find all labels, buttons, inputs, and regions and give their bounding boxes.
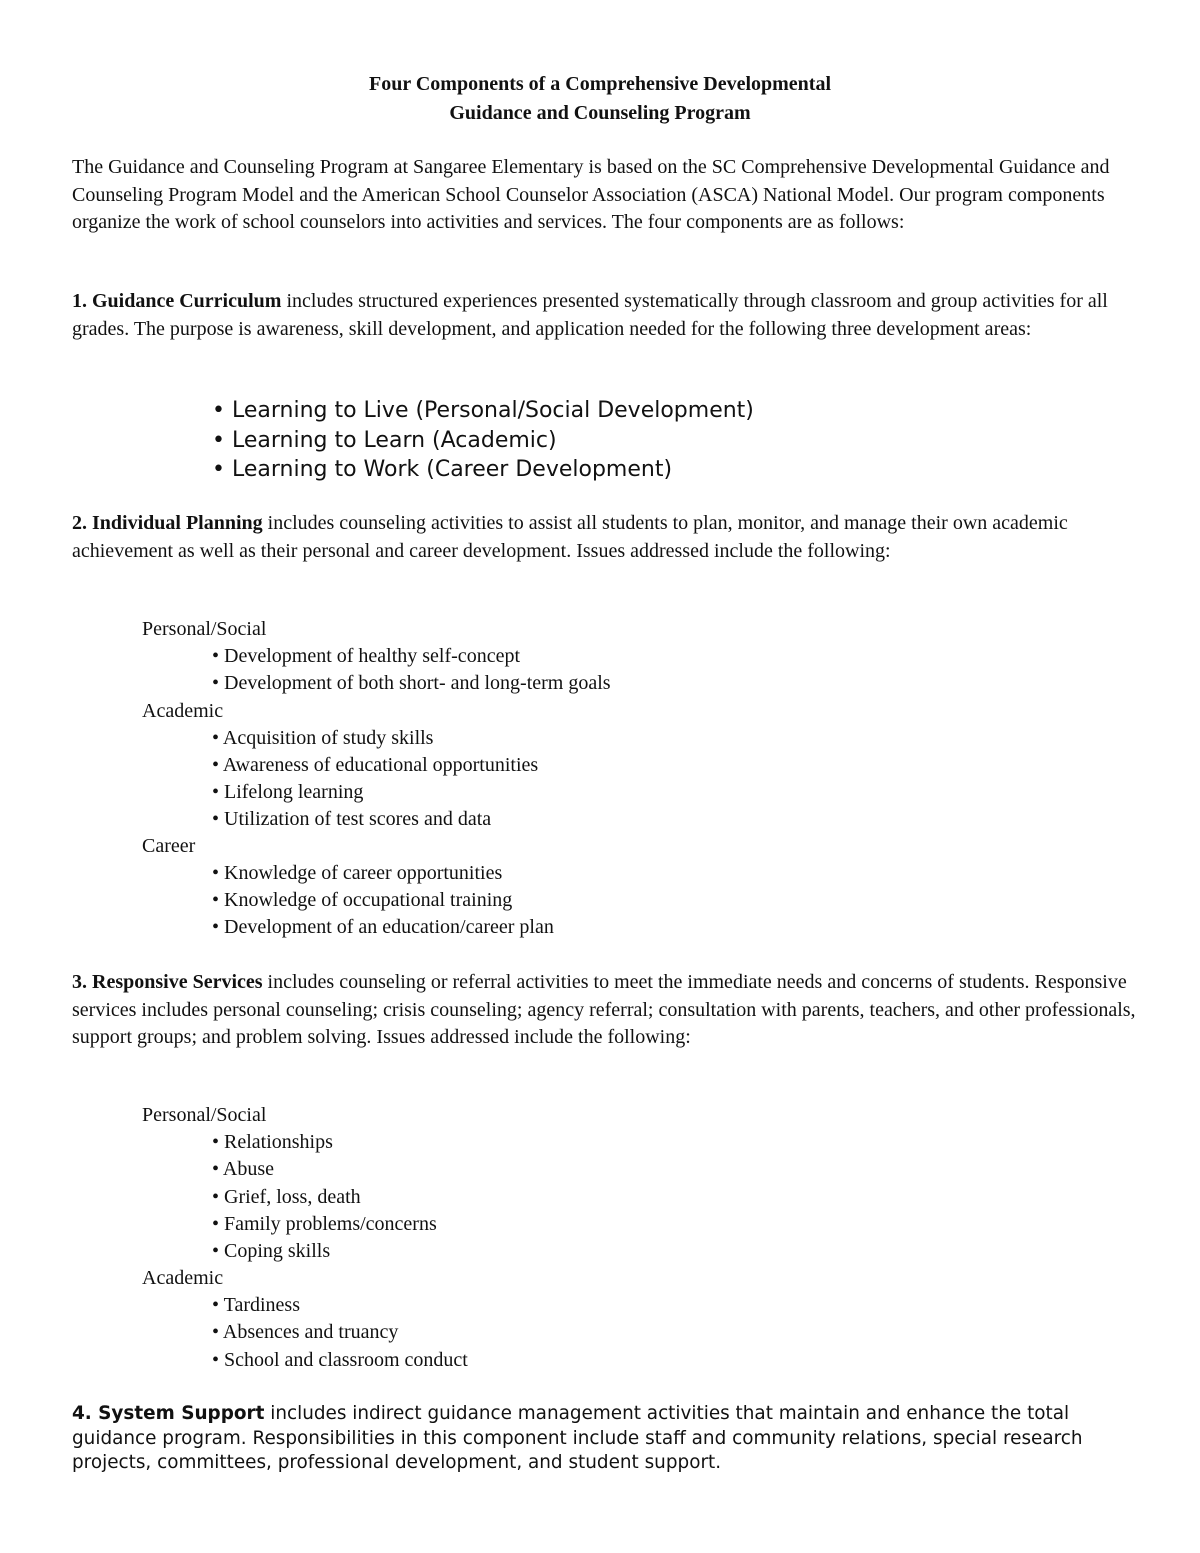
title-line-1: Four Components of a Comprehensive Developmental	[368, 73, 832, 95]
component-4-paragraph	[72, 1402, 1142, 1476]
category-label: Personal/Social	[142, 1104, 267, 1126]
component-3-text: includes counseling or referral activities to meet the immediate needs and concerns of students. Responsive services includes personal counseling; crisis counseling; agency referral; consultation with parents, teachers, and other professionals, support groups; and problem solving. Issues addressed include the following:	[72, 971, 1136, 1048]
list-item: • Abuse	[212, 1158, 275, 1180]
list-item: • Relationships	[212, 1131, 333, 1153]
component-2-paragraph	[72, 510, 1142, 565]
development-area-item: • Learning to Learn (Academic)	[212, 427, 557, 453]
component-2-text: includes counseling activities to assist all students to plan, monitor, and manage their own academic achievement as well as their personal and career development. Issues addressed include the following:	[72, 512, 1068, 562]
component-3-paragraph	[72, 969, 1142, 1052]
list-item: • Development of both short- and long-term goals	[212, 672, 611, 694]
development-area-item: • Learning to Work (Career Development)	[212, 457, 673, 482]
list-item: • School and classroom conduct	[212, 1349, 468, 1371]
component-1-text: includes structured experiences presented systematically through classroom and group activities for all grades. The purpose is awareness, skill development, and application needed for the following three development areas:	[72, 290, 1108, 340]
component-2-heading: 2. Individual Planning	[72, 512, 263, 534]
list-item: • Development of an education/career plan	[212, 916, 554, 938]
list-item: • Coping skills	[212, 1240, 331, 1262]
development-areas-list	[212, 396, 754, 485]
component-3-heading: 3. Responsive Services	[72, 971, 263, 993]
category-label: Personal/Social	[142, 618, 267, 640]
list-item: • Tardiness	[212, 1294, 300, 1316]
component-1-paragraph	[72, 288, 1142, 343]
intro-paragraph: The Guidance and Counseling Program at Sangaree Elementary is based on the SC Comprehensive Developmental Guidance and Counseling Program Model and the American School Counselor Association (ASCA) National Model. Our program components organize the work of school counselors into activities and services. The four components are as follows:	[72, 156, 1110, 233]
list-item: • Family problems/concerns	[212, 1213, 437, 1235]
list-item: • Grief, loss, death	[212, 1186, 361, 1208]
component-4-heading: 4. System Support	[72, 1403, 265, 1424]
category-label: Academic	[142, 700, 224, 722]
component-1-heading: 1. Guidance Curriculum	[72, 290, 282, 312]
component-4-text: includes indirect guidance management activities that maintain and enhance the total guidance program. Responsibilities in this component include staff and community relations, special research projects, committees, professional development, and student support.	[72, 1403, 1083, 1473]
list-item: • Awareness of educational opportunities	[212, 754, 539, 776]
category-label: Academic	[142, 1267, 224, 1289]
list-item: • Knowledge of occupational training	[212, 889, 513, 911]
list-item: • Knowledge of career opportunities	[212, 862, 503, 884]
list-item: • Acquisition of study skills	[212, 727, 434, 749]
list-item: • Absences and truancy	[212, 1321, 399, 1343]
list-item: • Lifelong learning	[212, 781, 364, 803]
development-area-item: • Learning to Live (Personal/Social Development)	[212, 398, 754, 423]
list-item: • Development of healthy self-concept	[212, 645, 520, 667]
list-item: • Utilization of test scores and data	[212, 808, 492, 830]
title-line-2: Guidance and Counseling Program	[449, 102, 751, 124]
category-label: Career	[142, 835, 196, 857]
